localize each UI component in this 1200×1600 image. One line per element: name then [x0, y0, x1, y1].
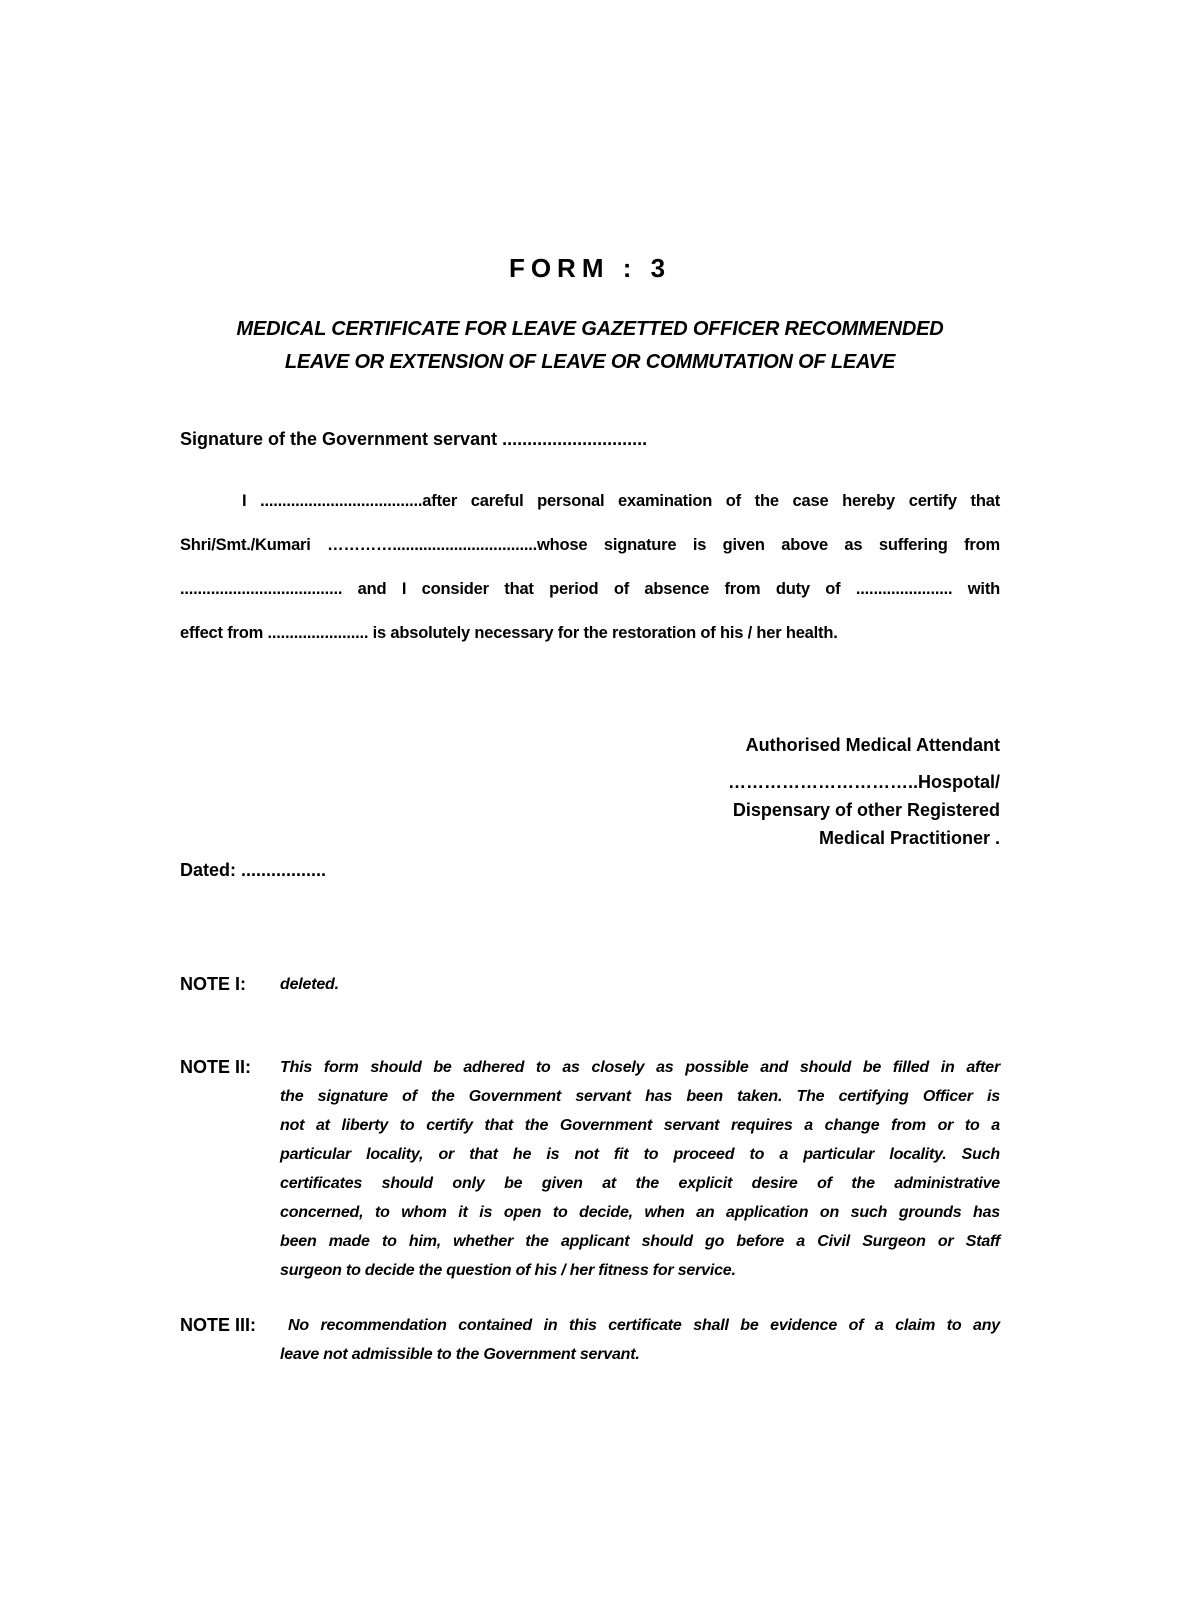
attendant-practitioner-line: Medical Practitioner . — [818, 828, 1000, 848]
note-2-line-5: certificates should only be given at the explicit desire of the administrative — [280, 1175, 1000, 1192]
note-3-line-2: leave not admissible to the Government servant. — [280, 1346, 640, 1363]
signature-of-servant-line: Signature of the Government servant ............................. — [180, 429, 648, 449]
note-2 — [180, 1053, 1000, 1285]
note-3 — [180, 1311, 1000, 1369]
note-1-label: NOTE I: — [180, 974, 246, 994]
certification-paragraph — [180, 479, 1000, 655]
certify-line-1: I .....................................after careful personal examination of the case hereby certify that — [242, 492, 1000, 510]
note-1-line-1: deleted. — [280, 976, 339, 993]
certify-line-2: Shri/Smt./Kumari ………….................................whose signature is given above as suffering from — [180, 536, 1000, 554]
heading-line-1: MEDICAL CERTIFICATE FOR LEAVE GAZETTED OFFICER RECOMMENDED — [236, 318, 944, 340]
certify-line-4: effect from ....................... is absolutely necessary for the restoration of his / her health. — [180, 624, 838, 642]
heading-line-2: LEAVE OR EXTENSION OF LEAVE OR COMMUTATION OF LEAVE — [284, 351, 896, 373]
document-heading — [180, 313, 1000, 379]
note-2-line-8: surgeon to decide the question of his / her fitness for service. — [280, 1262, 736, 1279]
note-2-line-4: particular locality, or that he is not fit to proceed to a particular locality. Such — [280, 1146, 1000, 1163]
authorised-medical-attendant-block — [180, 731, 1000, 852]
attendant-hospital-line: …………………………..Hospotal/ — [727, 772, 1000, 792]
note-2-line-7: been made to him, whether the applicant should go before a Civil Surgeon or Staff — [280, 1233, 1000, 1250]
note-2-line-1: This form should be adhered to as closely as possible and should be filled in after — [280, 1059, 1000, 1076]
note-2-body — [280, 1053, 1000, 1285]
note-2-label: NOTE II: — [180, 1057, 251, 1077]
attendant-title: Authorised Medical Attendant — [745, 735, 1000, 755]
note-1-body — [280, 970, 1000, 999]
note-3-body — [280, 1311, 1000, 1369]
form-title: FORM : 3 — [508, 253, 672, 283]
note-2-line-6: concerned, to whom it is open to decide, when an application on such grounds has — [280, 1204, 1000, 1221]
attendant-dispensary-line: Dispensary of other Registered — [732, 800, 1000, 820]
dated-line: Dated: ................. — [180, 860, 327, 880]
note-1 — [180, 970, 1000, 999]
note-3-label: NOTE III: — [180, 1315, 256, 1335]
note-2-line-3: not at liberty to certify that the Government servant requires a change from or to a — [280, 1117, 1000, 1134]
certify-line-3: ..................................... and I consider that period of absence from duty of ...................... with — [180, 580, 1000, 598]
note-3-line-1: No recommendation contained in this certificate shall be evidence of a claim to any — [288, 1317, 1000, 1334]
note-2-line-2: the signature of the Government servant has been taken. The certifying Officer is — [280, 1088, 1000, 1105]
